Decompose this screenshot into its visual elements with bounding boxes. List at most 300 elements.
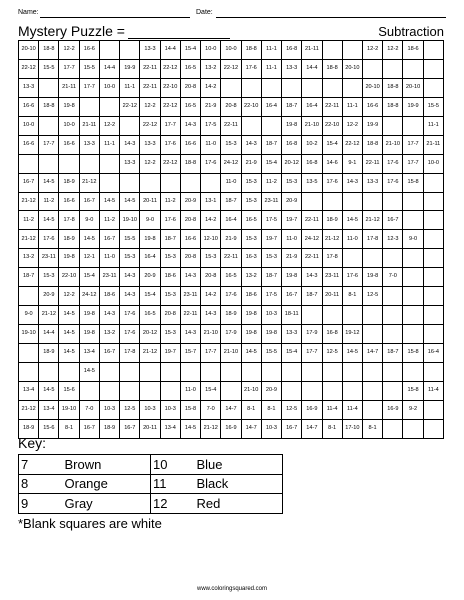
grid-cell [362,381,382,400]
grid-cell [180,173,200,192]
grid-cell [423,306,443,325]
grid-cell: 18-6 [403,41,423,60]
grid-cell: 18-7 [261,268,281,287]
grid-cell: 11-1 [342,97,362,116]
grid-cell [403,116,423,135]
grid-cell: 19-10 [120,211,140,230]
grid-cell [423,173,443,192]
grid-cell: 15-5 [120,230,140,249]
grid-cell [383,306,403,325]
grid-cell [383,287,403,306]
key-color: Blue [195,455,283,475]
grid-cell: 13-3 [282,59,302,78]
grid-cell: 24-12 [221,154,241,173]
grid-cell: 9-2 [403,400,423,419]
grid-cell: 16-5 [180,59,200,78]
grid-cell: 14-3 [201,306,221,325]
grid-cell: 20-12 [282,154,302,173]
grid-cell: 13-2 [241,268,261,287]
grid-cell: 17-10 [342,419,362,438]
grid-cell: 18-8 [383,78,403,97]
grid-cell: 18-9 [59,230,79,249]
grid-cell: 17-7 [201,344,221,363]
grid-cell: 14-7 [221,400,241,419]
grid-cell: 13-3 [120,154,140,173]
grid-cell: 15-6 [59,381,79,400]
grid-cell: 16-6 [180,230,200,249]
grid-cell [160,362,180,381]
grid-cell: 16-7 [120,419,140,438]
grid-cell: 19-8 [79,306,99,325]
grid-row [19,268,444,287]
grid-cell [403,211,423,230]
grid-cell: 22-10 [160,78,180,97]
grid-cell: 20-8 [221,97,241,116]
grid-cell: 14-6 [322,154,342,173]
grid-cell: 11-1 [261,41,281,60]
grid-cell: 9-0 [19,306,39,325]
key-row [19,474,283,494]
grid-cell: 8-1 [261,400,281,419]
grid-cell [423,41,443,60]
grid-cell: 22-12 [160,154,180,173]
grid-cell [322,306,342,325]
grid-cell [99,173,119,192]
grid-cell: 15-4 [180,41,200,60]
grid-cell: 12-2 [383,41,403,60]
grid-cell: 16-5 [221,268,241,287]
grid-cell [120,362,140,381]
grid-cell: 17-7 [403,154,423,173]
grid-cell: 16-8 [322,325,342,344]
grid-cell: 15-6 [39,419,59,438]
grid-cell: 9-0 [403,230,423,249]
grid-cell: 10-0 [99,78,119,97]
grid-cell: 14-4 [39,325,59,344]
grid-cell [342,41,362,60]
grid-cell: 16-7 [79,192,99,211]
grid-cell: 14-5 [342,344,362,363]
grid-cell: 10-3 [140,400,160,419]
grid-cell: 16-7 [282,419,302,438]
grid-cell [403,362,423,381]
grid-cell: 14-3 [99,306,119,325]
grid-cell: 11-2 [39,192,59,211]
grid-cell: 9-1 [342,154,362,173]
grid-cell [241,116,261,135]
grid-cell: 15-3 [120,249,140,268]
key-color: Red [195,494,283,514]
grid-cell: 21-12 [19,400,39,419]
grid-cell [383,249,403,268]
grid-cell [140,173,160,192]
grid-cell: 20-10 [19,41,39,60]
grid-cell [79,154,99,173]
grid-cell: 22-11 [302,211,322,230]
grid-cell: 15-4 [201,381,221,400]
grid-cell: 16-6 [59,135,79,154]
grid-cell: 13-3 [282,325,302,344]
grid-cell: 18-8 [322,59,342,78]
grid-cell: 19-8 [241,306,261,325]
grid-cell: 20-11 [140,419,160,438]
grid-cell: 11-2 [261,173,281,192]
grid-cell: 11-4 [342,400,362,419]
key-number: 10 [151,455,195,475]
grid-cell [99,362,119,381]
grid-row [19,287,444,306]
grid-cell: 17-7 [160,116,180,135]
grid-cell: 16-7 [383,211,403,230]
grid-cell [322,192,342,211]
grid-cell: 18-9 [39,344,59,363]
key-number: 11 [151,474,195,494]
grid-cell: 15-4 [79,268,99,287]
grid-cell: 9-0 [140,211,160,230]
grid-cell: 20-9 [39,287,59,306]
grid-cell: 14-5 [59,344,79,363]
grid-cell: 14-4 [99,59,119,78]
grid-cell: 21-9 [221,230,241,249]
grid-cell: 17-6 [383,154,403,173]
grid-cell: 16-4 [140,249,160,268]
grid-cell: 19-9 [362,116,382,135]
title-bar [18,22,444,40]
grid-cell [403,306,423,325]
grid-cell: 11-4 [423,381,443,400]
grid-cell: 17-6 [39,230,59,249]
grid-cell [39,116,59,135]
grid-cell [201,362,221,381]
grid-cell [99,381,119,400]
grid-cell: 12-2 [140,97,160,116]
grid-cell: 15-8 [403,344,423,363]
grid-cell [39,154,59,173]
grid-cell [423,287,443,306]
grid-cell: 16-8 [282,135,302,154]
grid-cell: 13-3 [19,78,39,97]
grid-cell: 14-5 [79,230,99,249]
grid-cell: 14-5 [59,306,79,325]
grid-cell: 19-12 [342,325,362,344]
grid-cell [423,249,443,268]
grid-cell: 15-3 [201,249,221,268]
grid-cell: 16-7 [79,419,99,438]
grid-cell: 21-11 [302,41,322,60]
key-table [18,454,283,514]
grid-cell [302,192,322,211]
grid-cell: 22-11 [302,249,322,268]
date-line [216,17,446,18]
grid-cell: 15-8 [180,400,200,419]
grid-cell: 17-7 [302,344,322,363]
grid-cell: 14-5 [39,211,59,230]
grid-cell: 10-0 [423,154,443,173]
grid-cell: 22-12 [120,97,140,116]
grid-cell: 18-7 [282,97,302,116]
grid-cell: 8-1 [322,419,342,438]
grid-cell: 13-3 [362,173,382,192]
grid-cell: 15-5 [39,59,59,78]
grid-cell: 21-10 [221,344,241,363]
grid-cell: 14-3 [180,116,200,135]
grid-cell: 17-7 [79,78,99,97]
grid-cell: 16-7 [99,344,119,363]
grid-cell: 19-8 [79,325,99,344]
grid-row [19,211,444,230]
grid-cell [423,59,443,78]
grid-cell: 14-3 [241,135,261,154]
grid-cell [322,362,342,381]
grid-cell [342,362,362,381]
grid-cell: 21-11 [423,135,443,154]
grid-cell: 22-11 [180,306,200,325]
grid-row [19,381,444,400]
grid-cell [39,362,59,381]
grid-cell [241,362,261,381]
grid-cell: 14-4 [160,41,180,60]
grid-cell [322,381,342,400]
grid-row [19,419,444,438]
grid-cell: 14-3 [180,268,200,287]
grid-cell: 16-5 [241,211,261,230]
puzzle-title-text: Mystery Puzzle = [18,23,125,39]
grid-cell: 12-5 [322,344,342,363]
puzzle-title [18,23,230,39]
grid-cell: 14-3 [302,268,322,287]
grid-cell: 23-11 [99,268,119,287]
grid-cell: 12-2 [342,116,362,135]
grid-cell: 19-9 [120,59,140,78]
grid-cell: 14-3 [180,325,200,344]
grid-cell [383,362,403,381]
grid-cell [403,249,423,268]
grid-cell: 10-0 [59,116,79,135]
grid-cell [423,268,443,287]
grid-cell [383,419,403,438]
grid-cell: 11-0 [201,135,221,154]
grid-cell: 22-10 [322,116,342,135]
grid-cell: 14-3 [120,268,140,287]
grid-cell: 19-7 [282,211,302,230]
grid-cell: 13-4 [160,419,180,438]
grid-cell: 21-12 [362,211,382,230]
grid-cell: 22-11 [140,59,160,78]
grid-cell: 16-4 [302,97,322,116]
date-label: Date: [196,9,213,16]
grid-cell: 18-8 [39,97,59,116]
grid-cell: 14-3 [120,135,140,154]
grid-cell: 7-0 [383,268,403,287]
grid-cell: 20-8 [180,78,200,97]
key-row [19,494,283,514]
grid-cell: 17-9 [302,325,322,344]
grid-row [19,116,444,135]
grid-cell: 17-6 [160,211,180,230]
grid-cell [221,381,241,400]
grid-cell: 24-12 [79,287,99,306]
grid-cell: 24-12 [302,230,322,249]
grid-cell [362,192,382,211]
grid-cell [362,249,382,268]
grid-cell: 21-11 [79,116,99,135]
grid-cell: 19-7 [261,230,281,249]
grid-cell: 11-2 [19,211,39,230]
key-color: Gray [63,494,151,514]
grid-cell [423,78,443,97]
grid-cell: 10-3 [261,306,281,325]
grid-cell: 16-3 [241,249,261,268]
grid-cell: 18-6 [241,287,261,306]
grid-cell: 13-5 [302,173,322,192]
grid-cell: 15-8 [403,173,423,192]
grid-cell: 19-8 [140,230,160,249]
grid-cell: 16-6 [79,41,99,60]
grid-cell: 18-9 [99,419,119,438]
grid-cell: 18-8 [383,97,403,116]
grid-cell: 17-7 [59,59,79,78]
grid-cell [19,344,39,363]
grid-cell: 17-8 [362,230,382,249]
grid-cell: 16-4 [221,211,241,230]
grid-cell [59,362,79,381]
grid-cell: 12-2 [140,154,160,173]
grid-cell: 16-6 [59,192,79,211]
grid-cell: 22-11 [140,78,160,97]
grid-cell: 7-0 [201,400,221,419]
grid-cell: 21-12 [79,173,99,192]
name-date-row [18,8,446,20]
grid-cell [79,97,99,116]
grid-cell [342,306,362,325]
grid-cell [383,381,403,400]
key-number: 12 [151,494,195,514]
grid-cell: 14-5 [99,192,119,211]
grid-row [19,59,444,78]
grid-cell: 16-8 [302,154,322,173]
grid-cell: 20-9 [180,192,200,211]
grid-cell: 16-8 [282,41,302,60]
grid-cell: 10-0 [201,41,221,60]
grid-cell: 14-5 [79,362,99,381]
grid-cell: 19-8 [241,325,261,344]
grid-cell [120,41,140,60]
grid-cell: 12-5 [282,400,302,419]
grid-cell: 14-2 [201,211,221,230]
grid-cell: 12-5 [120,400,140,419]
grid-cell [221,362,241,381]
grid-cell: 20-9 [140,268,160,287]
grid-cell [261,362,281,381]
grid-cell [120,173,140,192]
grid-cell: 12-5 [362,287,382,306]
grid-cell [362,400,382,419]
grid-cell: 17-8 [120,344,140,363]
grid-cell: 17-5 [201,116,221,135]
grid-cell [201,173,221,192]
key-title: Key: [18,435,47,451]
grid-cell [302,78,322,97]
grid-cell: 12-2 [362,41,382,60]
grid-cell: 10-0 [19,116,39,135]
grid-cell: 16-7 [19,173,39,192]
grid-cell [221,78,241,97]
key-row [19,455,283,475]
grid-row [19,230,444,249]
grid-cell: 14-3 [342,173,362,192]
grid-cell: 20-10 [362,78,382,97]
grid-cell: 16-6 [180,135,200,154]
grid-cell: 21-12 [39,306,59,325]
grid-cell: 15-3 [241,173,261,192]
grid-cell: 14-5 [342,211,362,230]
grid-cell [19,287,39,306]
key-color: Brown [63,455,151,475]
grid-cell: 20-8 [201,268,221,287]
grid-cell: 11-0 [282,230,302,249]
grid-cell: 21-9 [201,97,221,116]
grid-cell: 9-0 [79,211,99,230]
grid-cell: 15-3 [241,192,261,211]
grid-cell: 13-2 [201,59,221,78]
grid-cell: 16-5 [180,97,200,116]
grid-cell: 15-5 [79,59,99,78]
grid-cell: 16-5 [140,306,160,325]
grid-cell: 15-3 [160,249,180,268]
grid-cell: 14-7 [302,419,322,438]
grid-cell [342,192,362,211]
grid-cell: 15-3 [221,135,241,154]
grid-cell: 18-11 [282,306,302,325]
grid-cell: 15-3 [160,325,180,344]
grid-cell: 19-8 [59,249,79,268]
grid-cell: 19-8 [59,97,79,116]
grid-cell [423,230,443,249]
grid-cell: 13-1 [201,192,221,211]
grid-cell: 15-5 [423,97,443,116]
grid-cell: 15-7 [180,344,200,363]
grid-cell: 21-11 [59,78,79,97]
key-color: Black [195,474,283,494]
grid-row [19,135,444,154]
grid-cell [423,362,443,381]
grid-cell: 13-3 [79,135,99,154]
grid-cell: 20-12 [140,325,160,344]
grid-cell [322,41,342,60]
grid-cell: 15-5 [261,344,281,363]
grid-cell [403,268,423,287]
grid-cell: 20-8 [160,306,180,325]
grid-cell: 17-9 [221,325,241,344]
grid-cell: 18-6 [160,268,180,287]
grid-cell: 11-0 [342,230,362,249]
grid-cell: 18-7 [221,192,241,211]
key-number: 9 [19,494,63,514]
grid-cell: 16-9 [221,419,241,438]
grid-cell: 17-5 [261,211,281,230]
grid-cell: 17-6 [160,135,180,154]
grid-cell [241,78,261,97]
grid-cell: 11-1 [99,135,119,154]
grid-cell: 23-11 [261,192,281,211]
grid-cell: 16-9 [383,400,403,419]
grid-cell [261,116,281,135]
grid-cell: 22-12 [19,59,39,78]
grid-cell: 15-4 [261,154,281,173]
grid-cell: 14-5 [241,344,261,363]
grid-cell: 15-4 [282,344,302,363]
grid-cell: 16-4 [423,344,443,363]
